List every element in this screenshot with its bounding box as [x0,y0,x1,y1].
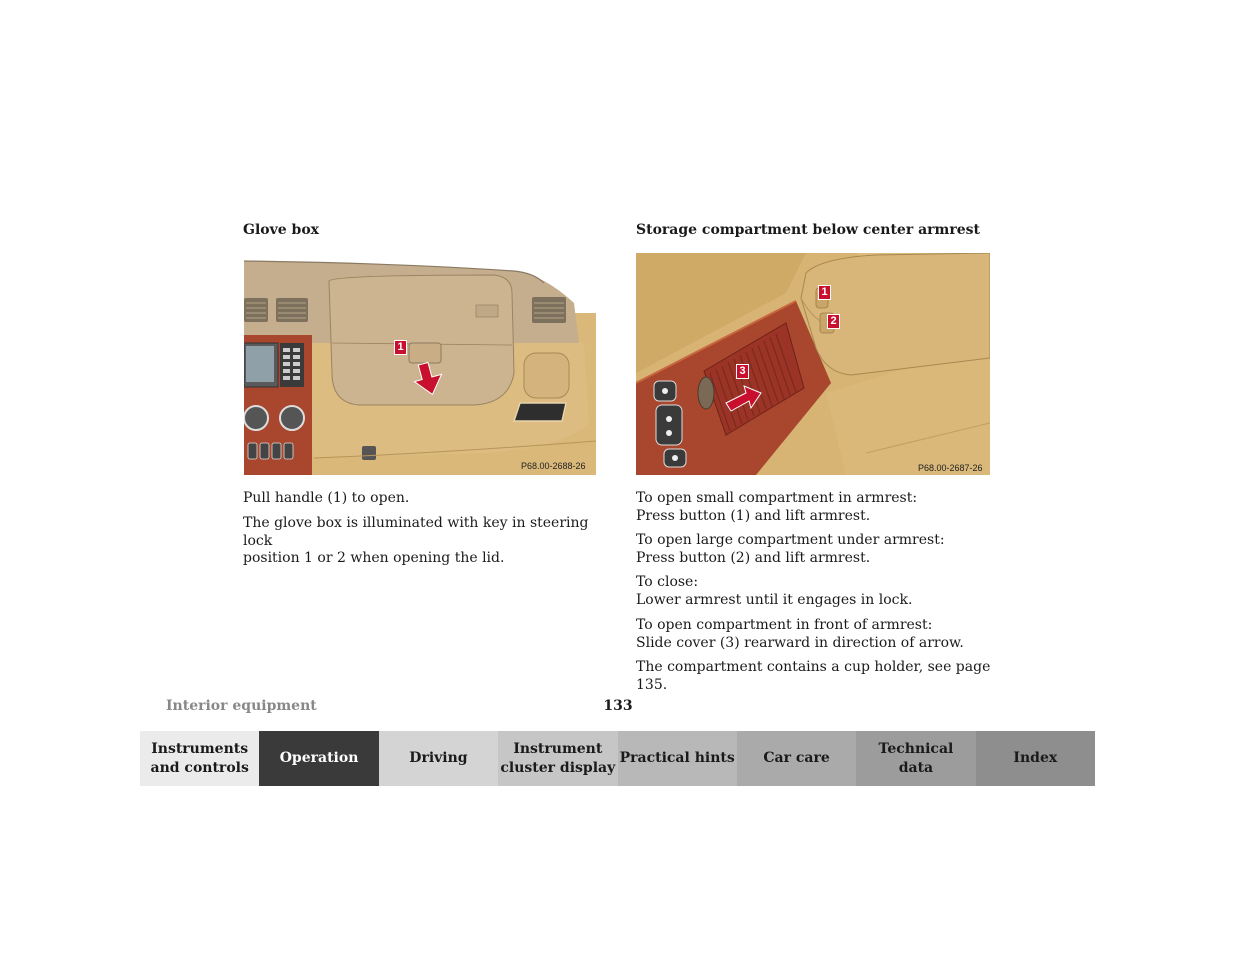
tab-driving[interactable]: Driving [379,731,498,786]
armrest-compartment-illustration [636,253,990,475]
glove-box-paragraph-2 [243,515,603,568]
text-line: Lower armrest until it engages in lock. [636,591,913,608]
tab-instrument-cluster-display[interactable]: Instrument cluster display [498,731,617,786]
glove-box-illustration [244,253,596,475]
tab-instruments-and-controls[interactable]: Instruments and controls [140,731,259,786]
tab-car-care[interactable]: Car care [737,731,856,786]
text-line: Press button (2) and lift armrest. [636,549,871,566]
armrest-callout-2: 2 [827,314,840,329]
storage-compartment-heading: Storage compartment below center armrest [636,222,980,238]
armrest-paragraph-4 [636,617,996,652]
text-line: Slide cover (3) rearward in direction of arrow. [636,634,964,651]
armrest-figure-code: P68.00-2687-26 [918,463,983,473]
tab-technical-data[interactable]: Technical data [856,731,975,786]
text-line: To open large compartment under armrest: [636,532,945,548]
text-line: To open compartment in front of armrest: [636,617,933,633]
text-line: To open small compartment in armrest: [636,490,918,506]
section-title: Interior equipment [166,698,317,714]
tab-operation[interactable]: Operation [259,731,378,786]
text-line: Pull handle (1) to open. [243,490,410,506]
text-line: To close: [636,574,699,590]
glove-box-paragraph-1 [243,490,603,508]
text-line: The compartment contains a cup holder, see page 135. [636,659,991,693]
armrest-paragraph-1 [636,490,996,525]
armrest-callout-1: 1 [818,285,831,300]
text-line: position 1 or 2 when opening the lid. [243,550,505,566]
tab-index[interactable]: Index [976,731,1095,786]
armrest-callout-3: 3 [736,364,749,379]
glove-box-callout-1: 1 [394,340,407,355]
tab-practical-hints[interactable]: Practical hints [618,731,737,786]
glove-box-figure-code: P68.00-2688-26 [521,461,586,471]
armrest-paragraph-3 [636,574,996,609]
page-number: 133 [603,698,633,714]
glove-box-heading: Glove box [243,222,320,238]
armrest-paragraph-5 [636,659,996,694]
text-line: The glove box is illuminated with key in steering lock [243,515,589,549]
armrest-paragraph-2 [636,532,996,567]
chapter-navigation [140,731,1095,786]
text-line: Press button (1) and lift armrest. [636,507,871,524]
